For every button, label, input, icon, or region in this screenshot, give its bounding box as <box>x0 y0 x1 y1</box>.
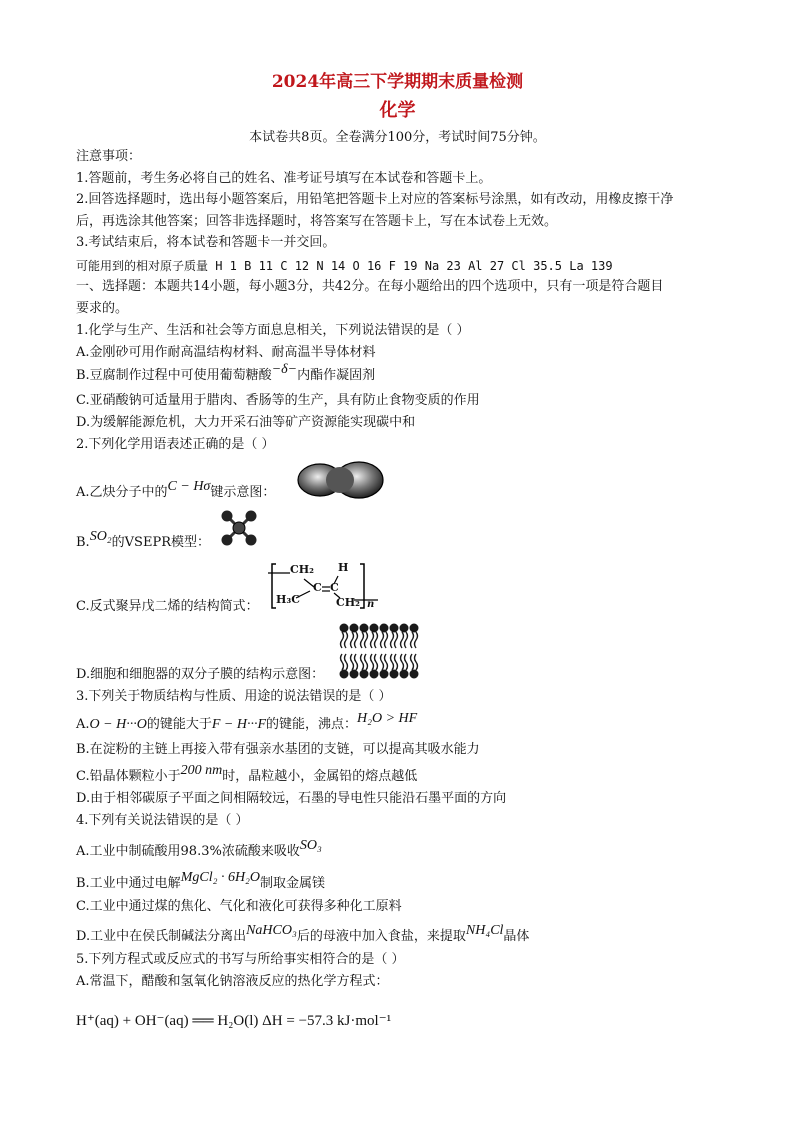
q3-option-a-formula-3: H₂O > HF <box>357 711 418 726</box>
atom-h3c: H₃C <box>276 593 300 606</box>
q4-option-a-formula: SO₃ <box>299 838 322 853</box>
atomic-masses: 可能用到的相对原子质量 H 1 B 11 C 12 N 14 O 16 F 19 Na 23 Al 27 Cl 35.5 La 139 <box>76 259 613 273</box>
exam-title: 2024年高三下学期期末质量检测 <box>271 72 524 92</box>
q5-equation: H⁺(aq) + OH⁻(aq) ══ H₂O(l) ΔH = −57.3 kJ·mol⁻¹ <box>76 1013 392 1029</box>
exam-meta: 本试卷共8页。全卷满分100分，考试时间75分钟。 <box>249 130 546 145</box>
note-2a: 2.回答选择题时，选出每小题答案后，用铅笔把答题卡上对应的答案标号涂黑，如有改动，用橡皮擦干净 <box>76 192 674 207</box>
q1-option-b-formula: −δ− <box>271 362 298 377</box>
q4-option-b-pre: B.工业中通过电解 <box>76 876 181 891</box>
q4-option-d-formula-2: NH₄Cl <box>465 923 504 938</box>
q3-option-c <box>76 763 418 786</box>
atom-c-left: C <box>313 581 322 594</box>
q3-option-a-mid: 的键能大于 <box>146 717 212 732</box>
q2-option-d: D.细胞和细胞器的双分子膜的结构示意图： <box>76 667 325 682</box>
so2-vsepr-model <box>218 508 260 548</box>
q4-option-d-mid: 后的母液中加入食盐，来提取 <box>296 929 466 944</box>
q3-option-a-pre: A. <box>76 717 90 732</box>
q1-option-b <box>76 362 376 385</box>
q3-option-a-mid2: 的键能，沸点： <box>266 717 358 732</box>
q1-option-b-post: 内酯作凝固剂 <box>297 368 376 383</box>
q1-option-b-pre: B.豆腐制作过程中可使用葡萄糖酸 <box>76 368 272 383</box>
q2-option-b-formula: SO₂ <box>89 529 112 544</box>
q4-option-d-post: 晶体 <box>503 929 530 944</box>
q3-option-b: B.在淀粉的主链上再接入带有强亲水基团的支链，可以提高其吸水能力 <box>76 742 480 757</box>
q4-option-c: C.工业中通过煤的焦化、气化和液化可获得多种化工原料 <box>76 899 402 914</box>
repeat-n: n <box>367 599 375 610</box>
q4-option-d-pre: D.工业中在侯氏制碱法分离出 <box>76 929 247 944</box>
atom-h: H <box>338 561 349 574</box>
q5-option-a: A.常温下，醋酸和氢氧化钠溶液反应的热化学方程式： <box>76 974 389 989</box>
q1-option-a: A.金刚砂可用作耐高温结构材料、耐高温半导体材料 <box>76 345 376 360</box>
q3-option-c-post: 时，晶粒越小，金属铅的熔点越低 <box>222 769 418 784</box>
q2-option-c: C.反式聚异戊二烯的结构简式： <box>76 599 259 614</box>
sigma-bond-diagram <box>295 459 385 501</box>
q3-option-a-formula-2: F − H···F <box>211 717 266 732</box>
q3-option-c-pre: C.铅晶体颗粒小于 <box>76 769 181 784</box>
q4-option-b-formula: MgCl₂ · 6H₂O <box>180 870 261 885</box>
note-2b: 后，再选涂其他答案；回答非选择题时，将答案写在答题卡上，写在本试卷上无效。 <box>76 214 558 229</box>
q3-stem: 3.下列关于物质结构与性质、用途的说法错误的是（ ） <box>76 689 392 704</box>
q2-option-b-pre: B. <box>76 535 90 550</box>
q2-option-a-pre: A.乙炔分子中的 <box>76 485 168 500</box>
q1-stem: 1.化学与生产、生活和社会等方面息息相关，下列说法错误的是（ ） <box>76 323 470 338</box>
atom-ch2-top: CH₂ <box>290 563 314 576</box>
q1-option-d: D.为缓解能源危机，大力开采石油等矿产资源能实现碳中和 <box>76 415 416 430</box>
q4-option-a-pre: A.工业中制硫酸用98.3%浓硫酸来吸收 <box>76 844 300 859</box>
note-1: 1.答题前，考生务必将自己的姓名、准考证号填写在本试卷和答题卡上。 <box>76 171 492 186</box>
q4-option-d <box>76 923 530 946</box>
q4-option-a <box>76 838 322 861</box>
q3-option-c-formula: 200 nm <box>180 763 223 778</box>
bilayer-membrane-diagram <box>338 623 420 679</box>
q4-stem: 4.下列有关说法错误的是（ ） <box>76 813 249 828</box>
q1-option-c: C.亚硝酸钠可适量用于腊肉、香肠等的生产，具有防止食物变质的作用 <box>76 393 480 408</box>
note-3: 3.考试结束后，将本试卷和答题卡一并交回。 <box>76 235 336 250</box>
q2-option-a-formula: C − Hσ <box>167 479 211 494</box>
q3-option-d: D.由于相邻碳原子平面之间相隔较远，石墨的导电性只能沿石墨平面的方向 <box>76 791 507 806</box>
q4-option-b <box>76 870 326 893</box>
q2-option-a-post: 键示意图： <box>210 485 276 500</box>
q2-option-a <box>76 479 276 502</box>
trans-polyisoprene-structure <box>268 560 383 612</box>
q3-option-a <box>76 711 418 734</box>
section-heading-2: 要求的。 <box>76 301 129 316</box>
q2-option-b <box>76 529 210 552</box>
q2-stem: 2.下列化学用语表述正确的是（ ） <box>76 437 275 452</box>
q2-option-b-post: 的VSEPR模型： <box>111 535 210 550</box>
q3-option-a-formula-1: O − H···O <box>89 717 147 732</box>
section-heading-1: 一、选择题：本题共14小题，每小题3分，共42分。在每小题给出的四个选项中，只有一项是符合题目 <box>76 279 664 294</box>
q5-stem: 5.下列方程式或反应式的书写与所给事实相符合的是（ ） <box>76 952 405 967</box>
atom-c-right: C <box>330 581 339 594</box>
subject-title: 化学 <box>379 100 416 121</box>
q4-option-b-post: 制取金属镁 <box>260 876 326 891</box>
notes-heading: 注意事项： <box>76 149 142 164</box>
atom-ch2-bottom: CH₂ <box>336 596 360 609</box>
q4-option-d-formula-1: NaHCO₃ <box>246 923 297 938</box>
